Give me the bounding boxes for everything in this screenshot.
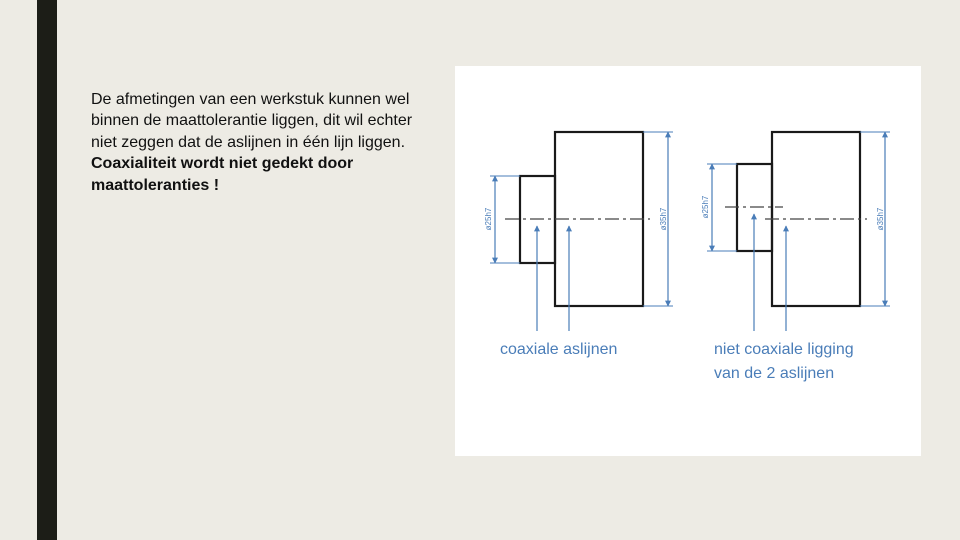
right-caption-line2: van de 2 aslijnen <box>714 365 835 382</box>
decorative-side-bar <box>37 0 57 540</box>
body-paragraph: De afmetingen van een werkstuk kunnen wel binnen de maattolerantie liggen, dit wil echter niet zeggen dat de aslijnen in één lijn liggen. <box>91 91 413 151</box>
coaxiality-figure <box>455 66 921 456</box>
right-drawing <box>701 132 890 331</box>
right-dim-small-label: ø25h7 <box>701 195 710 219</box>
left-caption: coaxiale aslijnen <box>500 341 618 358</box>
right-dim-large-label: ø35h7 <box>876 207 885 231</box>
right-caption-line1: niet coaxiale ligging <box>714 341 854 358</box>
left-drawing <box>484 132 673 331</box>
technical-drawing <box>455 66 921 456</box>
slide-text <box>91 89 436 196</box>
left-dim-small-label: ø25h7 <box>484 207 493 231</box>
left-dim-large-label: ø35h7 <box>659 207 668 231</box>
bold-statement: Coaxialiteit wordt niet gedekt door maattoleranties ! <box>91 155 354 194</box>
